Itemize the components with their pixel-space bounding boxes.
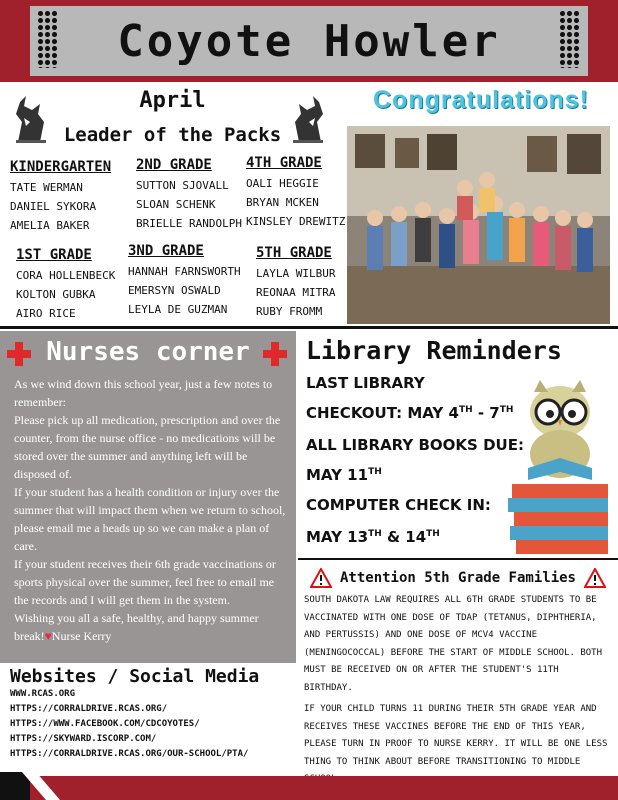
- grade-heading: 3ND GRADE: [128, 243, 204, 259]
- nurse-paragraph: Please pick up all medication, prescription and over the counter, from the nurse office - no medications will be stored over the summer and anything left will be disposed of.: [14, 413, 281, 481]
- library-text: & 14: [381, 528, 427, 546]
- nurse-signoff: Nurse Kerry: [51, 629, 112, 643]
- websites-title: Websites / Social Media: [10, 666, 260, 687]
- grade-kindergarten: [10, 158, 111, 235]
- nurses-corner-section: [0, 331, 296, 663]
- grade-4th: [246, 154, 345, 231]
- section-divider: [0, 326, 618, 329]
- attention-5th-grade-section: [298, 562, 618, 772]
- library-due-date: [306, 466, 382, 484]
- grade-3rd: [128, 242, 241, 319]
- library-text: MAY 13: [306, 528, 369, 546]
- grade-heading: 5TH GRADE: [256, 245, 332, 261]
- student-name: OALI HEGGIE: [246, 177, 319, 190]
- student-name: KINSLEY DREWITZ: [246, 215, 346, 228]
- dot-pattern-left: [37, 10, 59, 68]
- library-computer-dates: [306, 528, 440, 546]
- library-sup: TH: [458, 405, 473, 415]
- attention-paragraph: IF YOUR CHILD TURNS 11 DURING THEIR 5TH GRADE YEAR AND RECEIVES THESE VACCINES BEFORE THE END OF THIS YEAR, PLEASE TURN IN PROOF TO NURSE KERRY. IT WILL BE ONE LESS THING TO THINK ABOUT BEFORE TRANSITIONING TO MIDDLE: [304, 704, 608, 767]
- library-sup: TH: [499, 405, 514, 415]
- library-text: CHECKOUT: MAY 4: [306, 404, 459, 422]
- student-name: LEYLA DE GUZMAN: [128, 303, 228, 316]
- leaders-heading: Leader of the Packs: [63, 124, 282, 146]
- owl-reading-books-icon: [498, 372, 616, 558]
- library-sup: TH: [368, 529, 382, 539]
- attention-body: [304, 592, 612, 793]
- nurse-paragraph: If your student has a health condition or injury over the summer that will impact them when we return to school, please email me a heads up so we can make a plan of care.: [14, 485, 286, 553]
- warning-icon: [584, 568, 606, 588]
- grade-heading: 2ND GRADE: [136, 157, 212, 173]
- student-name: EMERSYN OSWALD: [128, 284, 221, 297]
- website-link[interactable]: HTTPS://CORRALDRIVE.RCAS.ORG/OUR-SCHOOL/PTA/: [10, 749, 249, 759]
- library-sup: TH: [368, 467, 382, 477]
- student-name: RUBY FROMM: [256, 305, 323, 318]
- warning-icon: [310, 568, 332, 588]
- student-name: LAYLA WILBUR: [256, 267, 336, 280]
- website-link[interactable]: WWW.RCAS.ORG: [10, 689, 76, 699]
- students-group-photo: [347, 126, 610, 324]
- nurses-corner-title: Nurses corner: [46, 337, 250, 367]
- student-name: AMELIA BAKER: [10, 219, 90, 232]
- dot-pattern-right: [559, 10, 581, 68]
- grade-heading: 1ST GRADE: [16, 247, 92, 263]
- student-name: AIRO RICE: [16, 307, 76, 320]
- library-line: LAST LIBRARY: [306, 374, 425, 392]
- websites-section: [10, 666, 300, 762]
- library-title: Library Reminders: [306, 336, 562, 365]
- library-reminders-section: [302, 332, 618, 558]
- student-name: HANNAH FARNSWORTH: [128, 265, 241, 278]
- student-name: REONAA MITRA: [256, 286, 336, 299]
- library-line: COMPUTER CHECK IN:: [306, 496, 491, 514]
- student-name: CORA HOLLENBECK: [16, 269, 116, 282]
- nurse-paragraph: If your student receives their 6th grade vaccinations or sports physical over the summer, feel free to email me the records and I will get them in the system.: [14, 557, 276, 607]
- footer-bar: [0, 772, 618, 800]
- student-name: SLOAN SCHENK: [136, 198, 216, 211]
- website-link[interactable]: HTTPS://WWW.FACEBOOK.COM/CDCOYOTES/: [10, 719, 200, 729]
- student-name: TATE WERMAN: [10, 181, 83, 194]
- website-link[interactable]: HTTPS://CORRALDRIVE.RCAS.ORG/: [10, 704, 168, 714]
- masthead-plate: [30, 6, 588, 76]
- student-name: SUTTON SJOVALL: [136, 179, 229, 192]
- leaders-section: [0, 82, 345, 326]
- masthead-banner: [0, 0, 618, 82]
- grade-heading: 4TH GRADE: [246, 155, 322, 171]
- attention-title: Attention 5th Grade Families: [339, 570, 576, 586]
- website-link[interactable]: HTTPS://SKYWARD.ISCORP.COM/: [10, 734, 157, 744]
- library-sup: TH: [426, 529, 440, 539]
- section-divider: [298, 558, 618, 560]
- congratulations-banner: Congratulations!: [373, 86, 589, 114]
- newsletter-title: Coyote Howler: [117, 15, 501, 67]
- student-name: BRIELLE RANDOLPH: [136, 217, 242, 230]
- student-name: DANIEL SYKORA: [10, 200, 97, 213]
- nurse-paragraph: Wishing you all a safe, healthy, and happy summer break!: [14, 611, 259, 643]
- attention-heading: [298, 568, 618, 588]
- grade-2nd: [136, 156, 242, 233]
- grade-5th: [256, 244, 335, 321]
- heart-icon: ♥: [44, 629, 52, 643]
- nurse-paragraph: As we wind down this school year, just a few notes to remember:: [14, 377, 273, 409]
- nurses-corner-body: [14, 375, 290, 645]
- library-text: MAY 11: [306, 466, 369, 484]
- library-line: ALL LIBRARY BOOKS DUE:: [306, 436, 524, 454]
- grade-1st: [16, 246, 115, 323]
- nurse-closing: [14, 609, 290, 645]
- student-name: KOLTON GUBKA: [16, 288, 96, 301]
- library-text: - 7: [472, 404, 500, 422]
- grade-heading: KINDERGARTEN: [10, 159, 112, 175]
- library-checkout-dates: [306, 404, 513, 422]
- attention-paragraph: SOUTH DAKOTA LAW REQUIRES ALL 6TH GRADE STUDENTS TO BE VACCINATED WITH ONE DOSE OF TDAP (TETANUS, DIPHTHERIA, AND PERTUSSIS) AND ONE DOSE OF MCV4 VACCINE (MENINGOCOCCAL) BEFORE THE START OF MIDDLE SCHOOL. BOTH MUST BE RECEIVED ON OR AFTER THE STUDENT'S 11TH BIRTHDAY.: [304, 595, 603, 693]
- student-name: BRYAN MCKEN: [246, 196, 319, 209]
- month-title: April: [139, 88, 206, 113]
